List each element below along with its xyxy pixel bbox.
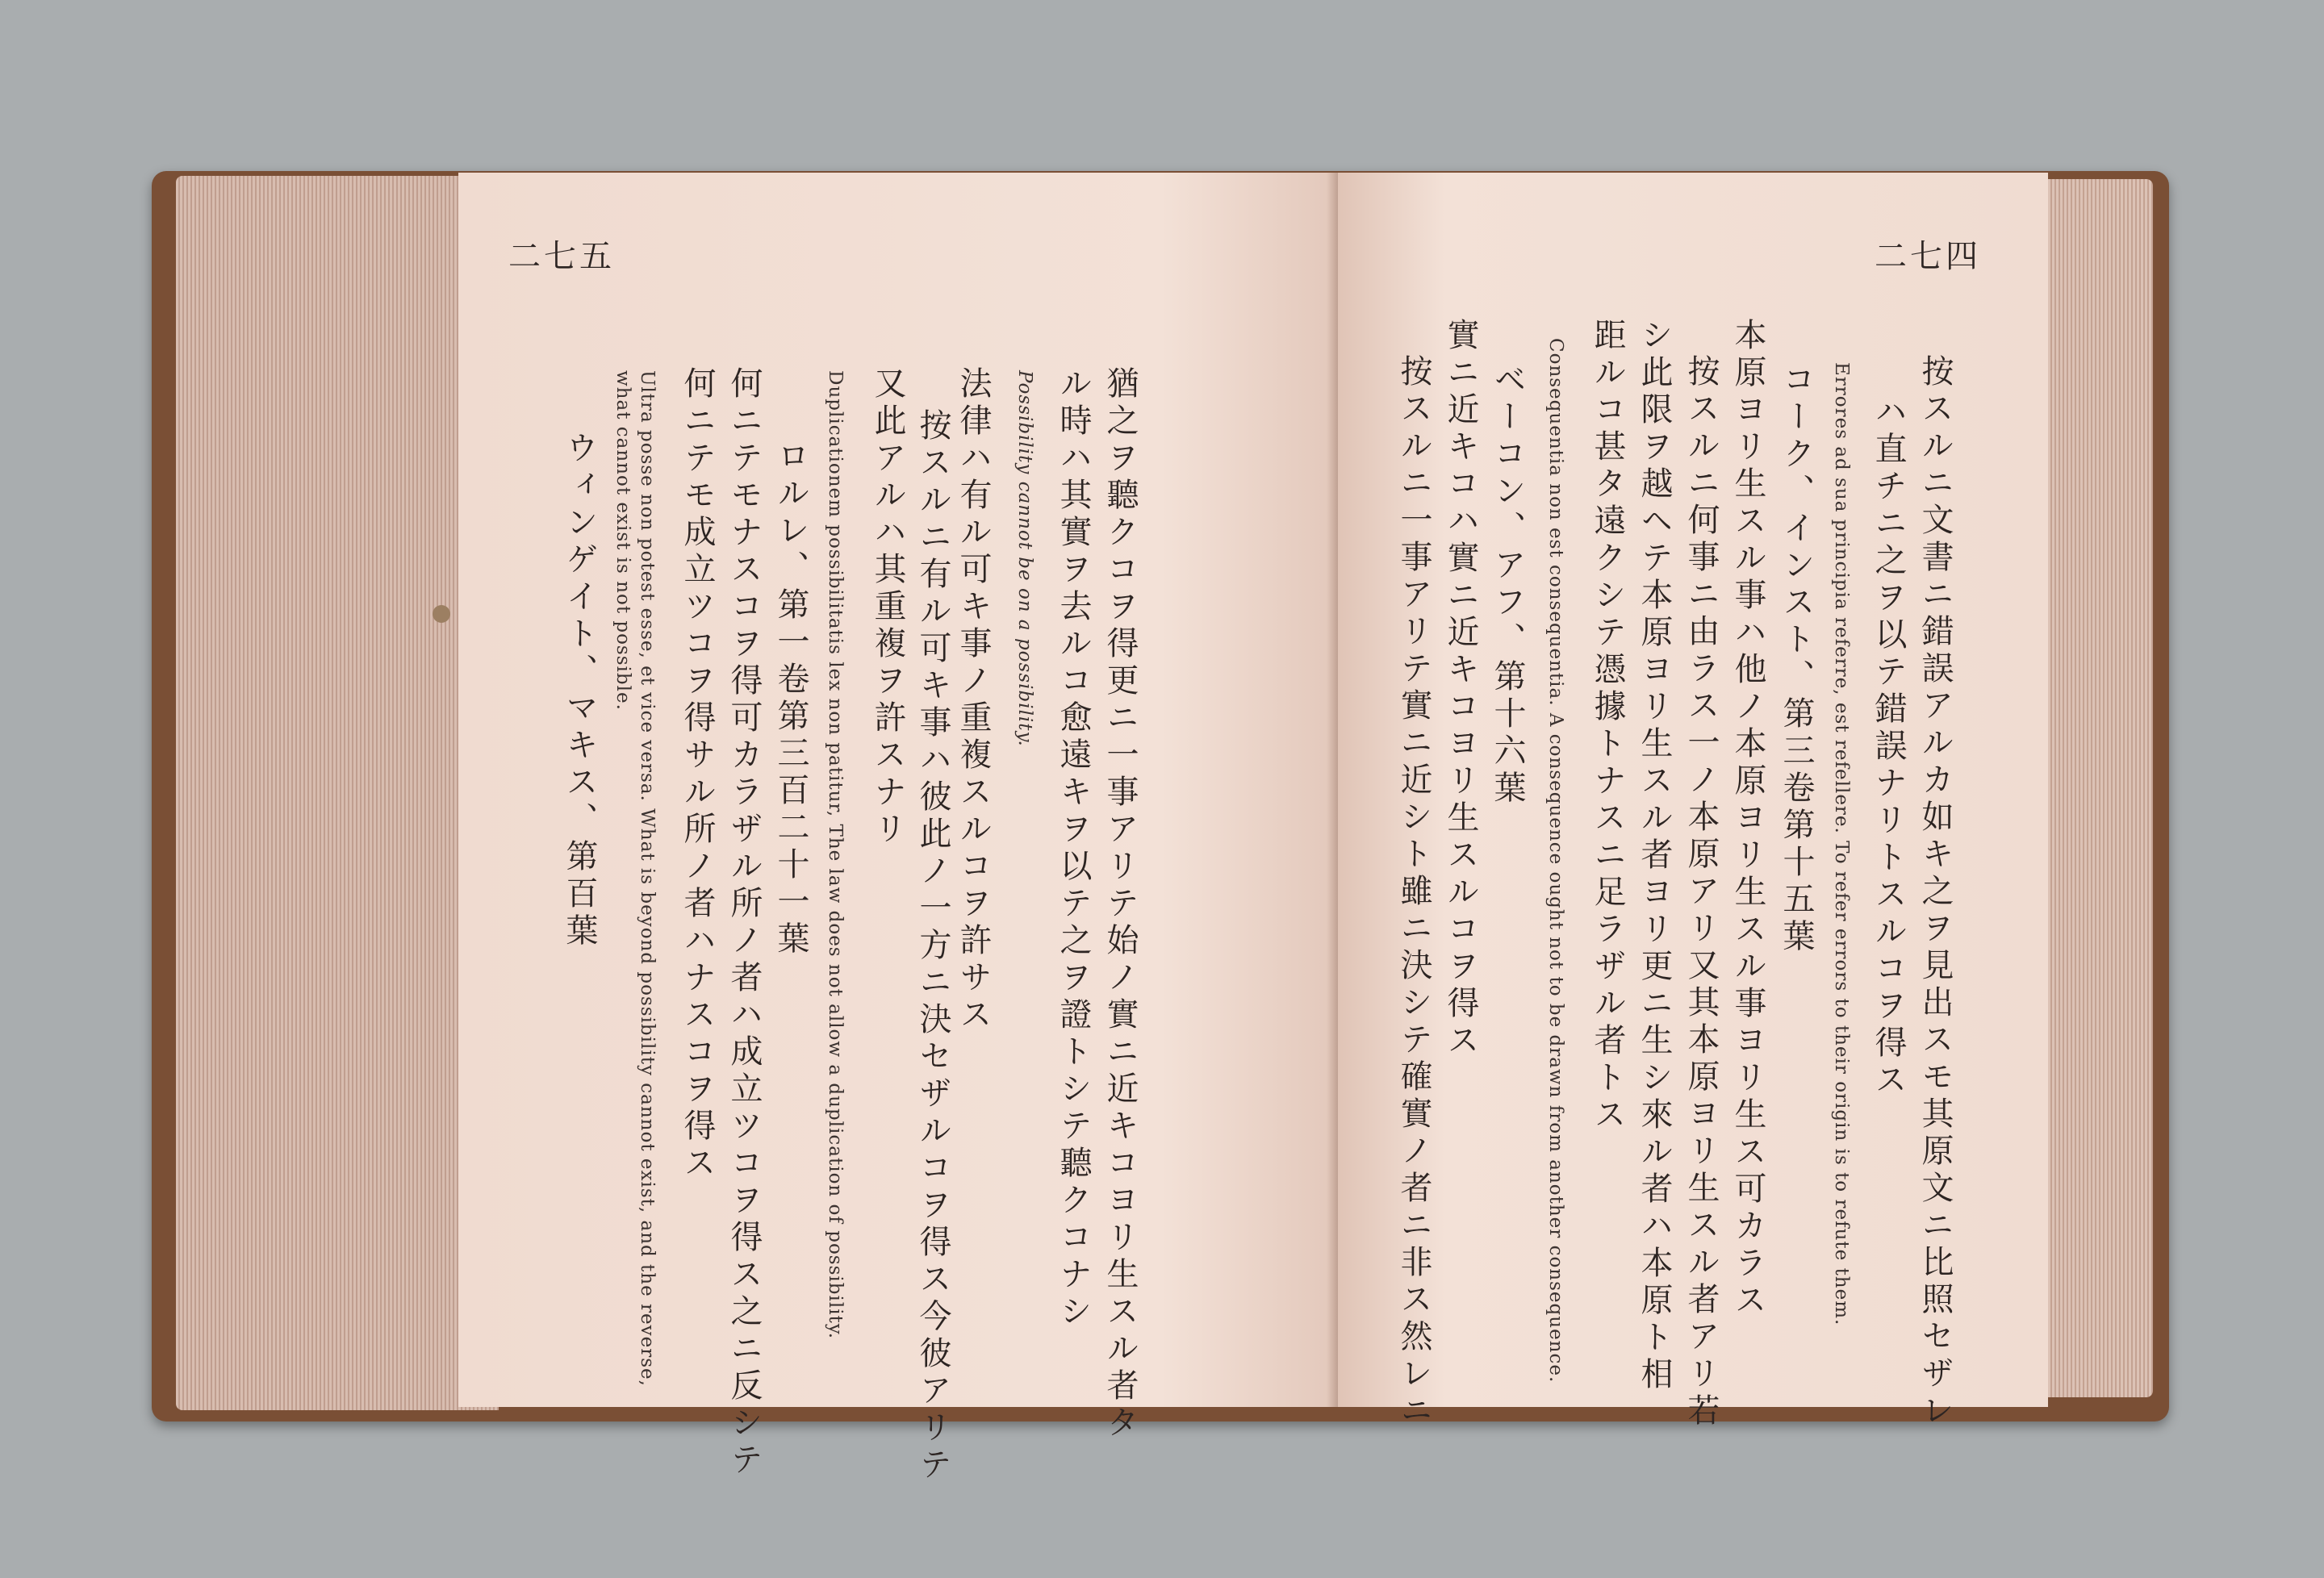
text-column: 按スルニ何事ニ由ラス一ノ本原アリ又其本原ヨリ生スル者アリ若 <box>1682 354 1720 1430</box>
text-column: 又此アルハ其重複ヲ許スナリ <box>869 366 906 849</box>
text-column: ル時ハ其實ヲ去ルコ愈遠キヲ以テ之ヲ證トシテ聽クコナシ <box>1055 366 1092 1331</box>
text-column: シ此限ヲ越ヘテ本原ヨリ生スル者ヨリ更ニ生シ來ル者ハ本原ト相 <box>1636 318 1673 1394</box>
right-page <box>1338 173 2048 1430</box>
text-column: 法律ハ有ル可キ事ノ重複スルコヲ許サス <box>955 366 992 1034</box>
text-column: 實ニ近キコハ實ニ近キコヨリ生スルコヲ得ス <box>1442 318 1479 1060</box>
left-page <box>458 173 1338 1484</box>
citation-column: ベーコン、アフ、第十六葉 <box>1489 362 1526 808</box>
open-book <box>152 171 2169 1484</box>
citation-column: コーク、インスト、第三卷第十五葉 <box>1778 362 1815 956</box>
right-page-number: 二七四 <box>1875 238 1981 275</box>
citation-column: ウィンゲイト、マキス、第百葉 <box>561 431 598 950</box>
page-edges-left <box>176 176 499 1410</box>
english-column: Ultra posse non potest esse, et vice versa. What is beyond possibility cannot exist, and the reverse, <box>637 370 658 1387</box>
text-column: 何ニテモ成立ツコヲ得サル所ノ者ハナスコヲ得ス <box>679 366 716 1183</box>
english-column: Errores ad sua principia referre, est refellere. To refer errors to their origin is to refute them. <box>1831 362 1852 1326</box>
text-column: 按スルニ文書ニ錯誤アルカ如キ之ヲ見出スモ其原文ニ比照セザレ <box>1916 354 1954 1430</box>
english-column: Possibility cannot be on a possibility. <box>1014 370 1035 747</box>
text-column: ハ直チニ之ヲ以テ錯誤ナリトスルコヲ得ス <box>1870 394 1907 1100</box>
left-page-number: 二七五 <box>508 238 615 275</box>
english-column: Consequentia non est consequentia. A consequence ought not to be drawn from another consequence. <box>1545 338 1566 1384</box>
english-column: Duplicationem possibilitatis lex non patitur, The law does not allow a duplication of possibility. <box>825 370 846 1340</box>
text-column: 猶之ヲ聽クコヲ得更ニ一事アリテ始ノ實ニ近キコヨリ生スル者タ <box>1101 366 1139 1442</box>
text-column: 按スルニ有ル可キ事ハ彼此ノ一方ニ決セザルコヲ得ス今彼アリテ <box>914 408 951 1484</box>
english-column: what cannot exist is not possible. <box>612 370 633 711</box>
text-column: 何ニテモナスコヲ得可カラザル所ノ者ハ成立ツコヲ得ス之ニ反シテ <box>725 366 763 1480</box>
binding-hole <box>433 605 450 623</box>
text-column: 本原ヨリ生スル事ハ他ノ本原ヨリ生スル事ヨリ生ス可カラス <box>1729 318 1766 1320</box>
citation-column: ロルレ、第一卷第三百二十一葉 <box>772 439 809 958</box>
text-column: 距ルコ甚タ遠クシテ憑據トナスニ足ラザル者トス <box>1589 318 1626 1134</box>
text-column: 按スルニ一事アリテ實ニ近シト雖ニ決シテ確實ノ者ニ非ス然レニ <box>1395 354 1432 1430</box>
